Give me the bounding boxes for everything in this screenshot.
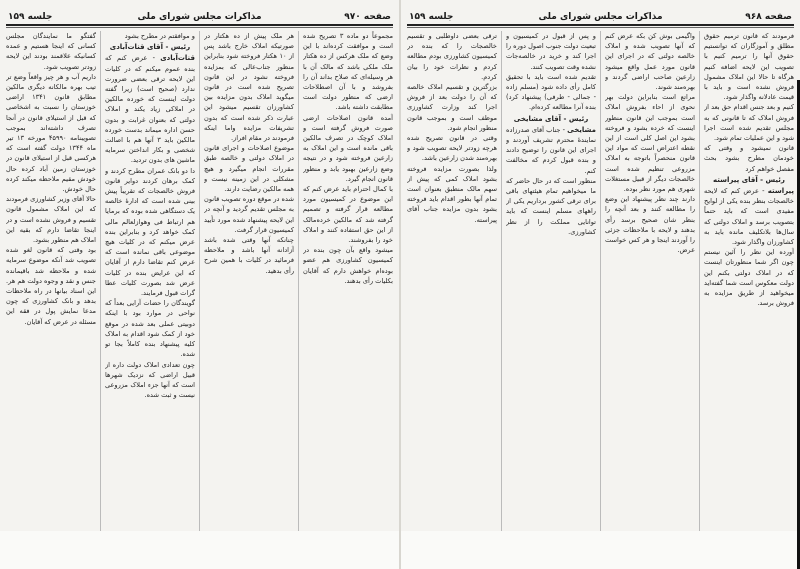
right-page-columns (407, 31, 794, 531)
left-page (0, 0, 399, 569)
paragraph: قانون نمیشود و وقتی که خودمان مطرح بشود بحث مفصل خواهم کرد (704, 144, 794, 173)
paragraph-text: - جناب آقای صدرزاده نمایندهٔ محترم تشریف آوردند و اجرای این قانون را توضیح دادند و بنده قبول کردم که مخالفت کنم. (506, 125, 596, 175)
paragraph: دا دو بانک عمران مطرح کردند و کمک برهان کردند دوایر قانون فروش خالصجات که تقریباً پیش بینی شده است که ادارهٔ خالصه یک دستگاهی شده بوده که برمایا هم ارتباط فی وهوازلعالم مالی کمک خواهد کرد و بنابراین بنده عرض میکنم که در کلیات هیچ موضوعی باقی نمانده است که عرض کنم تقاضا دارم از آقایان که این عرایض بنده در کلیات عرض شد بصورت کلیات عطا گرات قبول فرمایند. (105, 166, 195, 298)
paragraph: منظور است که در حال حاضر که ما میخواهیم تمام هیئتهای باقی برای ترقی کشور برداریم یکی از راههای مسلم اینست که باید توانایی مملکت را از نظر کشاورزی. (506, 176, 596, 236)
paragraph: وقتی در قانون تصریح شده هرچه زودتر لایحه تصویب شود و بهره‌مند شدن زارعین باشد. (407, 134, 497, 163)
text-column (506, 31, 596, 531)
paragraph: گویندگان را حضات آرایی بعداً که نواحی در موارد بود با اینکه دوبیتی عملی بعد شده در موقع خود از کمک شود اقدام به املاک کلیه پیشنهاد بنده کاملاً بجا تو شده. (105, 299, 195, 359)
paragraph: مجموعاً دو ماده ۳ تصریح شده است و موافقت کرده‌اند با این وضع که ملک هرکس از ده هکتار ملک ملکی باشد که مالک آن با هر وسیله‌ای که صلاح بداند آن را بفروشد و با آن اصطلاحات ارضی که منظور دولت است مطابقت داشته باشد. (303, 32, 393, 112)
text-column (303, 31, 393, 531)
paragraph: بود وقتی که قانون لغو شده تصویب شد آنکه موضوع سرمایه شده و ملاحظه شد باقیمانده جنس و نقد و وجوه دولت هم هر. (6, 246, 96, 285)
left-page-header (8, 12, 391, 24)
column-divider (199, 31, 200, 531)
paragraph: شده در موقع دوره تصویب قانون به مجلس تقدیم گردید و آنچه در این لایحه پیشنهاد شده مورد تأیید کمیسیون قرار گرفت. (204, 195, 294, 234)
paragraph: کنیم و بعد جنس اقدام حق بعد از فروش املاک که تا قانونی که به مجلس تقدیم شده است اجرا شود و این عملیات تمام شود. (704, 103, 794, 143)
paragraph: تقدیم شده است باید با تحقیق کامل رأی داده شود (مسلم زاده - جمالی - طرفی) پیشنهاد کرد) بنده آنرا مطالعه کرده‌ام. (506, 72, 596, 112)
page-number: صفحه ۹۷۰ (344, 12, 391, 22)
publication-title: مذاکرات مجلس شورای ملی (137, 12, 262, 22)
column-divider (600, 31, 601, 531)
column-divider (699, 31, 700, 531)
speaker-heading: رئیس - آقای پیراسته (713, 175, 785, 184)
column-divider (100, 31, 101, 531)
bottom-margin (0, 531, 399, 569)
paragraph: مراتع است بنابراین دولت بهر نحوی از احاء بفروش املاک است بموجب این قانون منظور اینست که خرده بشود و فروخته بشود این اصل کلی است از این نقطه اعتراض است که مواد این قانون منحصراً باتوجه به املاک مزروعی تنظیم شده است خالصجات دیگر از قبیل مستغلات شهری هم مورد نظر بوده. (605, 93, 695, 194)
header-rule-thin (407, 27, 794, 28)
text-column (105, 31, 195, 531)
paragraph: آمده قانون اصلاحات ارضی صورت فروش گرفته است و املاک کوچک در تصرف مالکین باقی مانده است و این املاک به زارعین فروخته شود و در نتیجه وضع زارعین بهبود یابد و منظور قانون انجام گیرد. (303, 113, 393, 183)
header-rule (6, 24, 393, 26)
paragraph (105, 53, 195, 165)
paragraph: گفتگو ما نمایندگان مجلس کسانی که اینجا هستیم و عمده کسانیکه علاقمند بودند این لایحه زودتر تصویب شود. (6, 32, 96, 71)
paragraph: واگیمی بوش کن بکه عرض کنم که آنها تصویب شده و املاک خالصه دولتی که در اجرای این قانون مورد عمل واقع میشود زارعین صاحب اراضی گردند و بهره‌مند شوند. (605, 32, 695, 92)
text-column (6, 31, 96, 531)
header-rule-thin (6, 27, 393, 28)
page-number: صفحه ۹۶۸ (745, 12, 792, 22)
left-page-columns (6, 31, 393, 531)
paragraph: ترقی بعضی داوطلبی و تقسیم خالصجات را که بنده در کمیسیون کشاورزی بودم مطالعه کردم و نظرات خود را بیان کردم. (407, 32, 497, 81)
speaker-heading: رئیس - آقای مشایخی (513, 114, 589, 123)
publication-title: مذاکرات مجلس شورای ملی (538, 12, 663, 22)
speaker-name: پیراسته (767, 187, 794, 196)
paragraph: این اسناد بیانها در راه ملاحظات بدهد و بانک کشاورزی که چون مدعا نمایش پول در فقه این مسئله در عرض که آقایان. (6, 287, 96, 326)
paragraph: دارند چند نظر پیشنهاد این وضع را مطالعه کنند و بعد آنچه را بنظر شان صحیح برسد رأی بدهند و لایحه با ملاحظات جزئی را آوردند اینجا و هر کس خواست عرض. (605, 195, 695, 255)
speaker-heading: رئیس - آقای قنات‌آبادی (109, 43, 191, 52)
speaker-name: قنات‌آبادی (160, 54, 195, 63)
paragraph-text: - عرض کنم که لایحه خالصجات بنظر بنده یکی از لوایح مفیدی است که باید حتماً بتصویب برسد و املاک دولتی که سال‌ها بلاتکلیف مانده باید به کشاورزان واگذار شود. (704, 187, 794, 247)
paragraph (506, 125, 596, 176)
text-column (407, 31, 497, 531)
paragraph: میشود واقع بآن چون بنده در کمیسیون کشاورزی هم عضو بوده‌ام خواهش دارم که آقایان بکلیات رأی بدهند. (303, 246, 393, 285)
paragraph: با کمال احترام باید عرض کنم که این موضوع در کمیسیون مورد مطالعه قرار گرفته و تصمیم گرفته شد که مالکین خرده‌مالک از این حق استفاده کنند و املاک خود را بفروشند. (303, 185, 393, 245)
right-page (401, 0, 800, 569)
paragraph (704, 186, 794, 247)
paragraph: ولذا بصورت مزایده فروخته بشود املاک کمی که پیش از سهم مالک منطبق بعنوان است تمام آنها بطور اقدام باید فروخته بشود بدون مزایده جناب آقای پیراسته. (407, 164, 497, 224)
header-rule (407, 24, 794, 26)
paragraph: حالا آقای وزیر کشاورزی فرمودند که این املاک مشمول قانون تقسیم و فروش نشده است و در اینجا تقاضا دارم که بقیه این املاک هم منظور بشود. (6, 195, 96, 245)
bottom-margin (401, 531, 800, 569)
session-number: جلسه ۱۵۹ (8, 12, 53, 22)
text-column (605, 31, 695, 531)
paragraph: و موافقتم در مطرح بشود (124, 32, 195, 40)
paragraph: آورده این نظر را آئین نیستم چون اگر شما منظورتان اینست که در املاک دولتی بکنم این دولت معکوس است شما گفته‌اید میخواهید از طریق مزایده به فروش برسد. (704, 248, 794, 308)
paragraph: و پس از قبول در کمیسیون و تبعیت دولت جنوب اصول دوره را اجرا کند و خرید در خالصه‌جات نشده وقت تصویب کنند. (506, 32, 596, 71)
paragraph: بزرگترین و تقسیم املاک خالصه که آن را دولت بعد از فروش اجرا کند وزارت کشاورزی موظف است و بموجب قانون منظور انجام شود. (407, 83, 497, 132)
session-number: جلسه ۱۵۹ (409, 12, 454, 22)
text-column (204, 31, 294, 531)
right-page-header (409, 12, 792, 24)
paragraph: موضوع اصلاحات و اجرای قانون در املاک دولتی و خالصه طبق مقررات انجام میگیرد و هیچ مشکلی در این زمینه نیست و همه مالکین رضایت دارند. (204, 144, 294, 194)
paragraph-text: - عرض کنم که بنده عموم میکنم که در کلیات این لایحه ترقی بعضی ضرورت ندارد (صحیح است) زیرا گفته دولت اینست که خورده مالکین در املاکی زیاد یکند و املاک دولتی که بعنوان غرابت و بدون حسن اداره میماند بدست خورده مالکین باید ۳ آنها هم با اصالت شخصی و بکار انداختن سرمایه ماشین های بدون تردید. (105, 54, 195, 165)
column-divider (501, 31, 502, 531)
paragraph: هر ملک پیش از ده هکتار در صورتیکه املاک خارج باشد پس از ۱۰ هکتار فروخته شود بنابراین منظور جناب‌عالی که بمزایده فروخته نشود در این قانون تصریح شده است در قانون میگوید املاک بدون مزایده بین کشاورزان تقسیم میشود این عبارت ذکر شده است که بدون تشریفات مزایده واما اینکه فرمودند در مقام افراز. (204, 32, 294, 143)
text-column (704, 31, 794, 531)
paragraph: داریم آب و هر چیز واقعاً وضع تر تیب بهره مالکانه دیگری مالکین مطابق قانون ۱۳۴۱ اراضی خوزستان را نسبت به اشخاصی که قبل از استیلای قانون در آنجا تصرف داشته‌اند بموجب تصویبنامه ۴۵۹۹۰ مورخه ۱۳ تیر ماه ۱۳۴۴ دولت گفته است که هرکسی قبل از استیلای قانون در خوزستان زمین آباد کرده حال خودش مقیم ملاحظه میکند کرده حال خودش. (6, 72, 96, 194)
column-divider (298, 31, 299, 531)
speaker-name: مشایخی (567, 125, 596, 134)
paragraph: چون تعدادی املاک دولت داره از قبیل اراضی که نزدیک شهرها است که آنها جزء املاک مزروعی نیست و ثبت شده. (105, 360, 195, 400)
paragraph: فرمودند که قانون ترمیم حقوق مطلق و آموزگاران که توانستیم حقوق آنها را ترمیم کنیم با تصویب این لایحه اضافه کنیم هرگاه تا حالا این املاک مشمول فروش نشده است و باید با قیمت عادلانه واگذار شود. (704, 32, 794, 102)
paragraph: چنانکه آنها وقتی شده باشد آزادانه آنها باشد و ملاحظه فرمائید در کلیات با همین شرح رأی بدهید. (204, 236, 294, 275)
